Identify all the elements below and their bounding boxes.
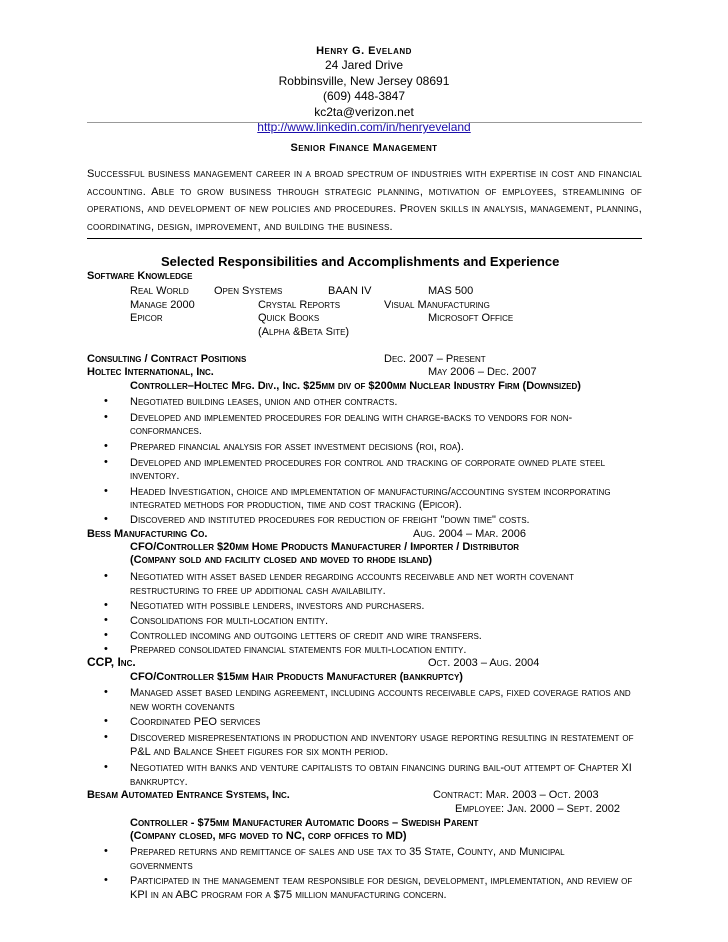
bullet-text: Prepared returns and remittance of sales and use tax to 35 State, County, and Municipal — [130, 846, 565, 858]
bullet-icon: • — [104, 686, 108, 698]
bullet-icon: • — [104, 761, 108, 773]
software-item: Real World — [130, 285, 189, 297]
bullet-text: Developed and implemented procedures for control and tracking of corporate owned plate steel — [130, 457, 606, 469]
bullet-text: Controlled incoming and outgoing letters of credit and wire transfers. — [130, 630, 482, 642]
bullet-icon: • — [104, 614, 108, 626]
job-dates-employee: Employee: Jan. 2000 – Sept. 2002 — [455, 803, 621, 815]
bullet-text: Discovered misrepresentations in production and inventory usage reporting resulting in restatement of — [130, 732, 634, 744]
job-dates-contract: Contract: Mar. 2003 – Oct. 2003 — [433, 789, 599, 801]
job-dates: Dec. 2007 – Present — [384, 353, 486, 365]
software-item: MAS 500 — [428, 285, 474, 297]
bullet-text: Prepared consolidated financial statements for multi-location entity. — [130, 644, 467, 656]
job-title: Controller–Holtec Mfg. Div., Inc. $25mm div of $200mm Nuclear Industry Firm (Downsized) — [130, 380, 581, 392]
company-name: CCP, Inc. — [87, 655, 136, 669]
bullet-text: Consolidations for multi-location entity. — [130, 615, 329, 627]
headline: Senior Finance Management — [290, 142, 438, 154]
street-address: 24 Jared Drive — [324, 58, 404, 72]
bullet-text: Prepared financial analysis for asset investment decisions (roi, roa). — [130, 441, 464, 453]
software-item: Visual Manufacturing — [384, 299, 490, 311]
bullet-text: Discovered and instituted procedures for reduction of freight "down time" costs. — [130, 514, 530, 526]
software-item: Manage 2000 — [130, 299, 195, 311]
bullet-text: governments — [130, 860, 193, 872]
city-state-zip: Robbinsville, New Jersey 08691 — [278, 73, 450, 88]
software-item: Epicor — [130, 312, 163, 324]
bullet-text: Managed asset based lending agreement, including accounts receivable caps, fixed coverage ratios and — [130, 687, 631, 699]
linkedin-link[interactable]: http://www.linkedin.com/in/henryeveland — [257, 120, 471, 134]
software-item: (Alpha &Beta Site) — [258, 326, 350, 338]
company-name: Consulting / Contract Positions — [87, 353, 247, 365]
bullet-text: Coordinated PEO services — [130, 716, 261, 728]
bullet-text: P&L and Balance Sheet figures for six month period. — [130, 746, 389, 758]
bullet-text: Negotiated building leases, union and other contracts. — [130, 396, 398, 408]
bullet-text: bankruptcy. — [130, 776, 188, 788]
header-divider — [87, 122, 642, 123]
section-title: Selected Responsibilities and Accomplishments and Experience — [161, 254, 560, 269]
bullet-icon: • — [104, 599, 108, 611]
job-title: CFO/Controller $15mm Hair Products Manufacturer (bankruptcy) — [130, 671, 463, 683]
company-name: Besam Automated Entrance Systems, Inc. — [87, 789, 290, 801]
bullet-text: Headed Investigation, choice and implementation of manufacturing/accounting system incorporating — [130, 486, 611, 498]
bullet-icon: • — [104, 643, 108, 655]
job-dates: May 2006 – Dec. 2007 — [428, 366, 537, 378]
job-dates: Oct. 2003 – Aug. 2004 — [428, 657, 540, 669]
bullet-icon: • — [104, 411, 108, 423]
bullet-text: conformances. — [130, 425, 202, 437]
summary-divider — [87, 238, 642, 239]
job-subtitle: (Company sold and facility closed and moved to rhode island) — [130, 554, 433, 566]
bullet-text: Developed and implemented procedures for dealing with charge-backs to vendors for non- — [130, 412, 573, 424]
bullet-icon: • — [104, 395, 108, 407]
job-subtitle: (Company closed, mfg moved to NC, corp offices to MD) — [130, 830, 407, 842]
bullet-icon: • — [104, 440, 108, 452]
job-dates: Aug. 2004 – Mar. 2006 — [413, 528, 527, 540]
candidate-name: Henry G. Eveland — [316, 45, 412, 57]
company-name: Bess Manufacturing Co. — [87, 528, 208, 540]
bullet-icon: • — [104, 731, 108, 743]
bullet-text: restructuring to free up additional cash availability. — [130, 585, 386, 597]
bullet-text: Participated in the management team responsible for design, development, implementation, and review of — [130, 875, 633, 887]
bullet-icon: • — [104, 629, 108, 641]
software-item: Open Systems — [214, 285, 283, 297]
bullet-text: KPI in an ABC program for a $75 million manufacturing concern. — [130, 889, 447, 901]
bullet-text: Negotiated with banks and venture capitalists to obtain financing during bail-out attempt of Chapter XI — [130, 762, 632, 774]
bullet-text: new worth covenants — [130, 701, 235, 713]
bullet-icon: • — [104, 485, 108, 497]
software-item: Crystal Reports — [258, 299, 341, 311]
bullet-text: inventory. — [130, 470, 180, 482]
bullet-text: Negotiated with possible lenders, investors and purchasers. — [130, 600, 425, 612]
job-title: Controller - $75mm Manufacturer Automatic Doors – Swedish Parent — [130, 817, 479, 829]
job-title: CFO/Controller $20mm Home Products Manufacturer / Importer / Distributor — [130, 541, 520, 553]
bullet-icon: • — [104, 513, 108, 525]
software-item: BAAN IV — [328, 285, 372, 297]
phone-number: (609) 448-3847 — [322, 89, 406, 103]
software-item: Microsoft Office — [428, 312, 514, 324]
company-name: Holtec International, Inc. — [87, 366, 214, 378]
email-address: kc2ta@verizon.net — [314, 104, 414, 119]
bullet-icon: • — [104, 845, 108, 857]
bullet-text: Negotiated with asset based lender regarding accounts receivable and net worth covenant — [130, 571, 574, 583]
bullet-icon: • — [104, 715, 108, 727]
bullet-icon: • — [104, 456, 108, 468]
bullet-text: integrated methods for production, time and cost tracking (Epicor). — [130, 499, 462, 511]
bullet-icon: • — [104, 874, 108, 886]
bullet-icon: • — [104, 570, 108, 582]
software-heading: Software Knowledge — [87, 270, 193, 282]
software-item: Quick Books — [258, 312, 320, 324]
summary-paragraph: Successful business management career in a broad spectrum of industries with expertise in cost and financial accounting. Able to grow business through strategic planning, motivation of employees, streamlining of operations, and development of new policies and procedures. Proven skills in analysis, management, planning, coordinating, design, improvement, and building the business. — [87, 168, 642, 233]
